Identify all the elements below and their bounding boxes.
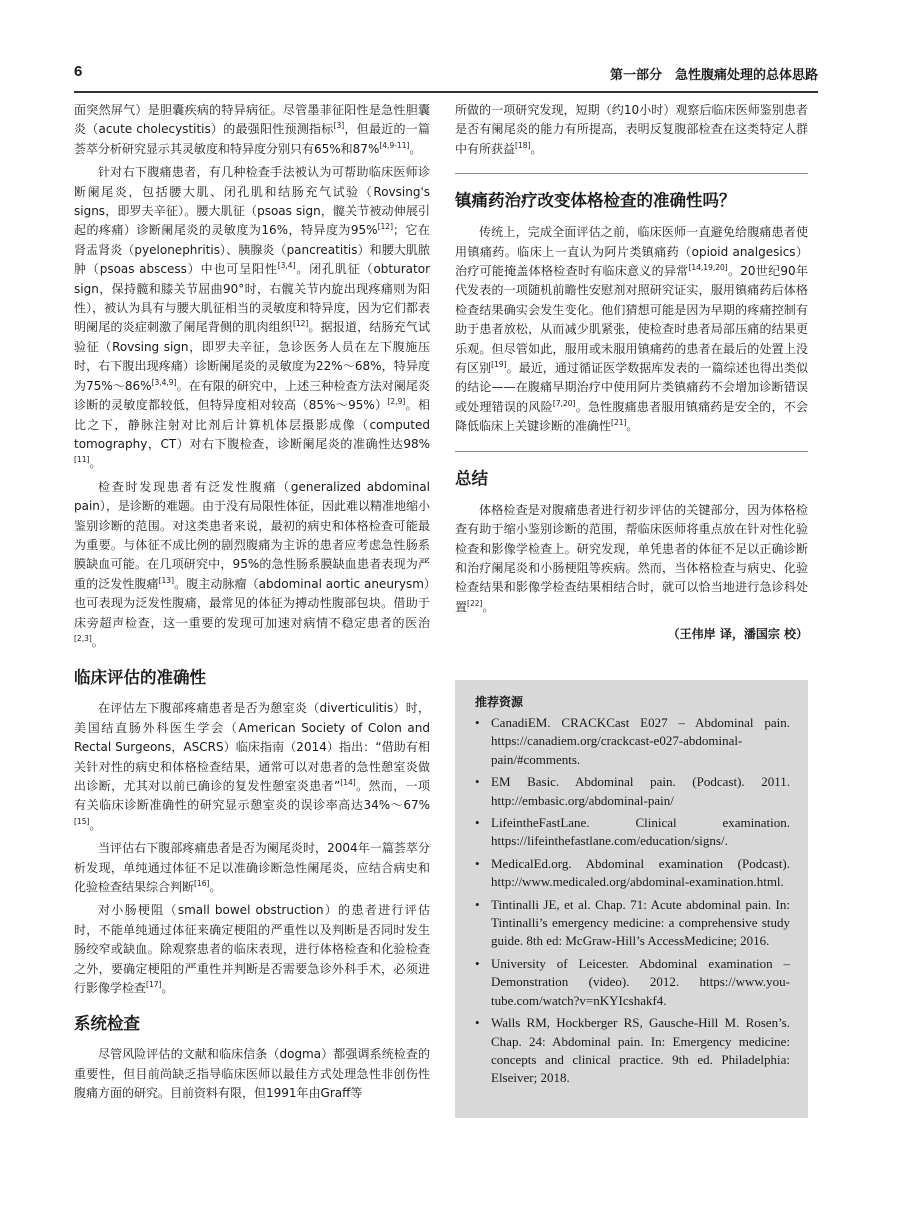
paragraph: 体格检查是对腹痛患者进行初步评估的关键部分，因为体格检查有助于缩小鉴别诊断的范围，帮临床医师将重点放在针对性化验检查和影像学检查上。研究发现，单凭患者的体征不足以正确诊断和治疗阑尾炎和小肠梗阻等疾病。然而，当体格检查与病史、化验检查结果和影像学检查结果相结合时，就可以恰当地进行急诊科处置[22]。 — [455, 502, 808, 614]
paragraph: 传统上，完成全面评估之前，临床医师一直避免给腹痛患者使用镇痛药。临床上一直认为阿片类镇痛药（opioid analgesics）治疗可能掩盖体格检查时有临床意义的异常[14,19,20]。20世纪90年代发表的一项随机前瞻性安慰剂对照研究证实，服用镇痛药后体格检查结果确实会发生变化。他们猜想可能是因为早期的疼痛控制有助于患者放松，从而减少肌紧张，使检查时患者局部压痛的结果更乐观。但尽管如此，服用或未服用镇痛药的患者在最后的处置上没有区别[19]。最近，通过循证医学数据库发表的一篇综述也得出类似的结论——在腹痛早期治疗中使用阿片类镇痛药不会增加诊断错误或处理错误的风险[7,20]。急性腹痛患者服用镇痛药是安全的，不会降低临床上关键诊断的准确性[21]。 — [455, 225, 808, 434]
resource-item: • EM Basic. Abdominal pain. (Podcast). 2011. http://embasic.org/abdominal-pain/ — [475, 773, 790, 810]
left-column — [74, 101, 430, 1108]
resources-list — [475, 714, 790, 1088]
section-heading-summary: 总结 — [455, 451, 808, 489]
paragraph: 在评估左下腹部疼痛患者是否为憩室炎（diverticulitis）时，美国结直肠外科医生学会（American Society of Colon and Rectal Surgeons，ASCRS）临床指南（2014）指出：“借助有相关针对性的病史和体格检查结果，通常可以对患者的急性憩室炎做出诊断，尤其对以前已确诊的复发性憩室炎患者”[14]。然而，一项有关临床诊断准确性的研究显示憩室炎的误诊率高达34%～67%[15]。 — [74, 701, 430, 832]
resource-item: • MedicalEd.org. Abdominal examination (Podcast). http://www.medicaled.org/abdominal-examination.html. — [475, 855, 790, 892]
section-heading-accuracy: 临床评估的准确性 — [74, 668, 206, 688]
paragraph: 面突然屏气）是胆囊疾病的特异病征。尽管墨菲征阳性是急性胆囊炎（acute cholecystitis）的最强阳性预测指标[3]，但最近的一篇荟萃分析研究显示其灵敏度和特异度分别只有65%和87%[4,9-11]。 — [74, 103, 430, 156]
paragraph: 所做的一项研究发现，短期（约10小时）观察后临床医师鉴别患者是否有阑尾炎的能力有所提高，表明反复腹部检查在这类特定人群中有所获益[18]。 — [455, 103, 808, 156]
resources-title: 推荐资源 — [475, 695, 524, 709]
paragraph: 针对右下腹痛患者，有几种检查手法被认为可帮助临床医师诊断阑尾炎，包括腰大肌、闭孔肌和结肠充气试验（Rovsing's signs，即罗夫辛征）。腰大肌征（psoas sign，髋关节被动伸展引起的疼痛）诊断阑尾炎的灵敏度为16%，特异度为95%[12]；它在肾盂肾炎（pyelonephritis）、胰腺炎（pancreatitis）和腰大肌脓肿（psoas abscess）中也可呈阳性[3,4]。闭孔肌征（obturator sign，保持髋和膝关节屈曲90°时，右髋关节内旋出现疼痛则为阳性），被认为具有与腰大肌征相当的灵敏度和特异度，因为它们都表明阑尾的炎症刺激了阑尾背侧的肌肉组织[12]。据报道，结肠充气试验征（Rovsing sign，即罗夫辛征，急诊医务人员在左下腹施压时，右下腹出现疼痛）诊断阑尾炎的灵敏度为22%～68%，特异度为75%～86%[3,4,9]。在有限的研究中，上述三种检查方法对阑尾炎诊断的灵敏度都较低，但特异度相对较高（85%～95%）[2,9]。相比之下，静脉注射对比剂后计算机体层摄影成像（computed tomography，CT）对右下腹检查，诊断阑尾炎的准确性达98%[11]。 — [74, 165, 430, 471]
resource-item: • Tintinalli JE, et al. Chap. 71: Acute abdominal pain. In: Tintinalli’s emergency medicine: a comprehensive study guide. 8th ed: McGraw-Hill’s AccessMedicine; 2016. — [475, 896, 790, 951]
resource-item: • LifeintheFastLane. Clinical examination. https://lifeinthefastlane.com/education/signs/. — [475, 814, 790, 851]
paragraph: 当评估右下腹部疼痛患者是否为阑尾炎时，2004年一篇荟萃分析发现，单纯通过体征不足以准确诊断急性阑尾炎，应结合病史和化验检查结果综合判断[16]。 — [74, 841, 430, 895]
header-rule — [74, 91, 818, 93]
resource-item: • University of Leicester. Abdominal examination – Demonstration (video). 2012. https://www.you-tube.com/watch?v=nKYIcshakf4. — [475, 955, 790, 1010]
translator-credit: （王伟岸 译，潘国宗 校） — [667, 627, 808, 642]
resource-item: • Walls RM, Hockberger RS, Gausche-Hill M. Rosen’s. Chap. 24: Abdominal pain. In: Emergency medicine: concepts and clinical practice. 9th ed. Philadelphia: Elseiver; 2018. — [475, 1014, 790, 1088]
recommended-resources-box — [455, 680, 808, 1118]
section-heading-system: 系统检查 — [74, 1014, 140, 1034]
section-heading-analgesic: 镇痛药治疗改变体格检查的准确性吗？ — [455, 173, 808, 211]
running-title: 第一部分 急性腹痛处理的总体思路 — [609, 68, 818, 83]
resource-item: • CanadiEM. CRACKCast E027 – Abdominal pain. https://canadiem.org/crackcast-e027-abdominal-pain/#comments. — [475, 714, 790, 769]
page-number: 6 — [74, 63, 83, 80]
right-column — [455, 101, 808, 642]
paragraph: 对小肠梗阻（small bowel obstruction）的患者进行评估时，不能单纯通过体征来确定梗阻的严重性以及判断是否同时发生肠绞窄或缺血。除观察患者的临床表现，进行体格检查和化验检查之外，要确定梗阻的严重性并判断是否需要急诊外科手术，必须进行影像学检查[17]。 — [74, 903, 430, 996]
paragraph: 尽管风险评估的文献和临床信条（dogma）都强调系统检查的重要性，但目前尚缺乏指导临床医师以最佳方式处理急性非创伤性腹痛方面的研究。目前资料有限，但1991年由Graff等 — [74, 1047, 430, 1101]
paragraph: 检查时发现患者有泛发性腹痛（generalized abdominal pain），是诊断的难题。由于没有局限性体征，因此难以精准地缩小鉴别诊断的范围。对这类患者来说，最初的病史和体格检查可能最为重要。与体征不成比例的剧烈腹痛为主诉的患者应考虑急性肠系膜缺血可能。在几项研究中，95%的急性肠系膜缺血患者表现为严重的泛发性腹痛[13]。腹主动脉瘤（abdominal aortic aneurysm）也可表现为泛发性腹痛，最常见的体征为搏动性腹部包块。借助于床旁超声检查，这一重要的发现可加速对病情不稳定患者的医治[2,3]。 — [74, 479, 430, 649]
